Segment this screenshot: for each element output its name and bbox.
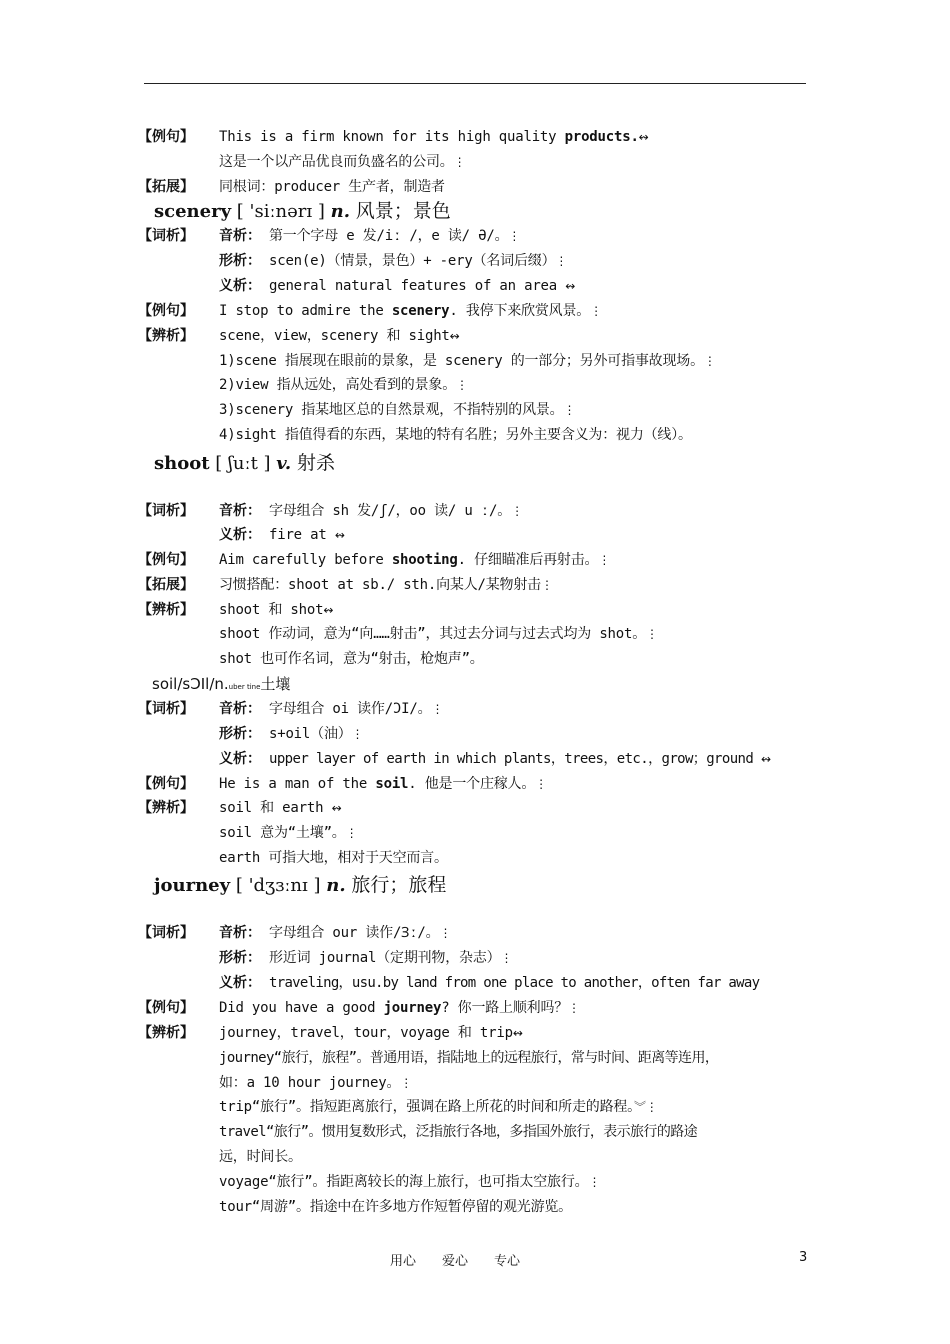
- shoot-extend-row: 【拓展】 习惯搭配：shoot at sb./ sth.向某人/某物射击⋮: [138, 577, 553, 593]
- shoot-dist-2: shot 也可作名词，意为“射击，枪炮声”。: [219, 651, 484, 667]
- scenery-dist-2: 2)view 指从远处，高处看到的景象。⋮: [219, 377, 468, 393]
- label-example: 【例句】: [138, 129, 194, 145]
- soil-dist-head: 【辨析】 soil 和 earth ↭: [138, 800, 342, 816]
- products-extend-row: [0, 175, 950, 199]
- header-rule: [144, 83, 806, 84]
- scenery-dist-head: 【辨析】 scene，view，scenery 和 sight↭: [138, 328, 460, 344]
- shoot-example-row: 【例句】 Aim carefully before shooting. 仔细瞄准后再射击。⋮: [138, 552, 611, 568]
- soil-sound-row: 【词析】 音析： 字母组合 oi 读作/ƆI/。⋮: [138, 701, 444, 717]
- headword-shoot: shoot [ ʃuːt ] v. 射杀: [154, 452, 335, 474]
- headword-journey: journey [ 'dʒɜːnɪ ] n. 旅行；旅程: [154, 874, 447, 896]
- page-number: 3: [799, 1250, 808, 1265]
- footer-motto: 用心 爱心 专心: [390, 1254, 521, 1269]
- journey-dist-1: journey“旅行，旅程”。普通用语，指陆地上的远程旅行，常与时间、距离等连用，: [219, 1050, 719, 1066]
- soil-dist-1: soil 意为“土壤”。⋮: [219, 825, 358, 841]
- journey-dist-head: 【辨析】 journey，travel，tour，voyage 和 trip↭: [138, 1025, 523, 1041]
- arrow-icon: ↭: [638, 130, 649, 144]
- scenery-example-row: 【例句】 I stop to admire the scenery. 我停下来欣赏风景。⋮: [138, 303, 602, 319]
- journey-dist-4: travel“旅行”。惯用复数形式，泛指旅行各地，多指国外旅行，表示旅行的路途: [219, 1124, 698, 1140]
- scenery-dist-1: 1)scene 指展现在眼前的景象，是 scenery 的一部分；另外可指事故现场。⋮: [219, 353, 716, 369]
- dots-icon: ⋮: [453, 155, 466, 169]
- headword-scenery: scenery [ 'siːnərɪ ] n. 风景；景色: [154, 200, 451, 222]
- scenery-dist-4: 4)sight 指值得看的东西，某地的特有名胜；另外主要含义为：视力（线）。: [219, 427, 692, 443]
- extend-text: 同根词：producer 生产者，制造者: [219, 179, 445, 195]
- scenery-meaning-row: 义析： general natural features of an area ↭: [219, 278, 576, 294]
- scenery-dist-3: 3)scenery 指某地区总的自然景观，不指特别的风景。⋮: [219, 402, 576, 418]
- headword-soil: soil/sƆIl/n.uber tine土壤: [152, 675, 291, 693]
- journey-dist-6: voyage“旅行”。指距离较长的海上旅行，也可指太空旅行。⋮: [219, 1174, 601, 1190]
- soil-form-row: 形析： s+oil（油）⋮: [219, 726, 364, 742]
- products-example-cn: 这是一个以产品优良而负盛名的公司。⋮: [219, 154, 466, 170]
- arrow-icon: ↭: [565, 279, 576, 293]
- shoot-dist-1: shoot 作动词，意为“向……射击”，其过去分词与过去式均为 shot。⋮: [219, 626, 658, 642]
- journey-example-row: 【例句】 Did you have a good journey? 你一路上顺利吗？⋮: [138, 1000, 580, 1016]
- shoot-sound-row: 【词析】 音析： 字母组合 sh 发/ʃ/，oo 读/ u ː/。⋮: [138, 503, 523, 519]
- example-text: This is a firm known for its high quality products.↭: [219, 129, 649, 145]
- journey-dist-7: tour“周游”。指途中在许多地方作短暂停留的观光游览。: [219, 1199, 572, 1215]
- shoot-meaning-row: 义析： fire at ↭: [219, 527, 345, 543]
- shoot-dist-head: 【辨析】 shoot 和 shot↭: [138, 602, 334, 618]
- scenery-form-row: 形析： scen(e)（情景，景色）+ -ery（名词后缀）⋮: [219, 253, 568, 269]
- soil-dist-2: earth 可指大地，相对于天空而言。: [219, 850, 448, 866]
- scenery-sound-row: 【词析】 音析： 第一个字母 e 发/iː /，e 读/ Ə/。⋮: [138, 228, 521, 244]
- journey-meaning-row: 义析： traveling，usu.by land from one place to another，often far away: [219, 975, 760, 991]
- label-extend: 【拓展】: [138, 179, 194, 195]
- journey-dist-2: 如：a 10 hour journey。⋮: [219, 1075, 413, 1091]
- journey-dist-3: trip“旅行”。指短距离旅行，强调在路上所花的时间和所走的路程。︾⋮: [219, 1099, 658, 1115]
- soil-meaning-row: 义析： upper layer of earth in which plants，trees，etc.，grow；ground ↭: [219, 751, 771, 767]
- soil-example-row: 【例句】 He is a man of the soil. 他是一个庄稼人。⋮: [138, 776, 547, 792]
- journey-form-row: 形析： 形近词 journal（定期刊物，杂志）⋮: [219, 950, 513, 966]
- journey-sound-row: 【词析】 音析： 字母组合 our 读作/Ɜː/。⋮: [138, 925, 452, 941]
- products-example-row: [0, 125, 950, 149]
- journey-dist-5: 远，时间长。: [219, 1149, 302, 1165]
